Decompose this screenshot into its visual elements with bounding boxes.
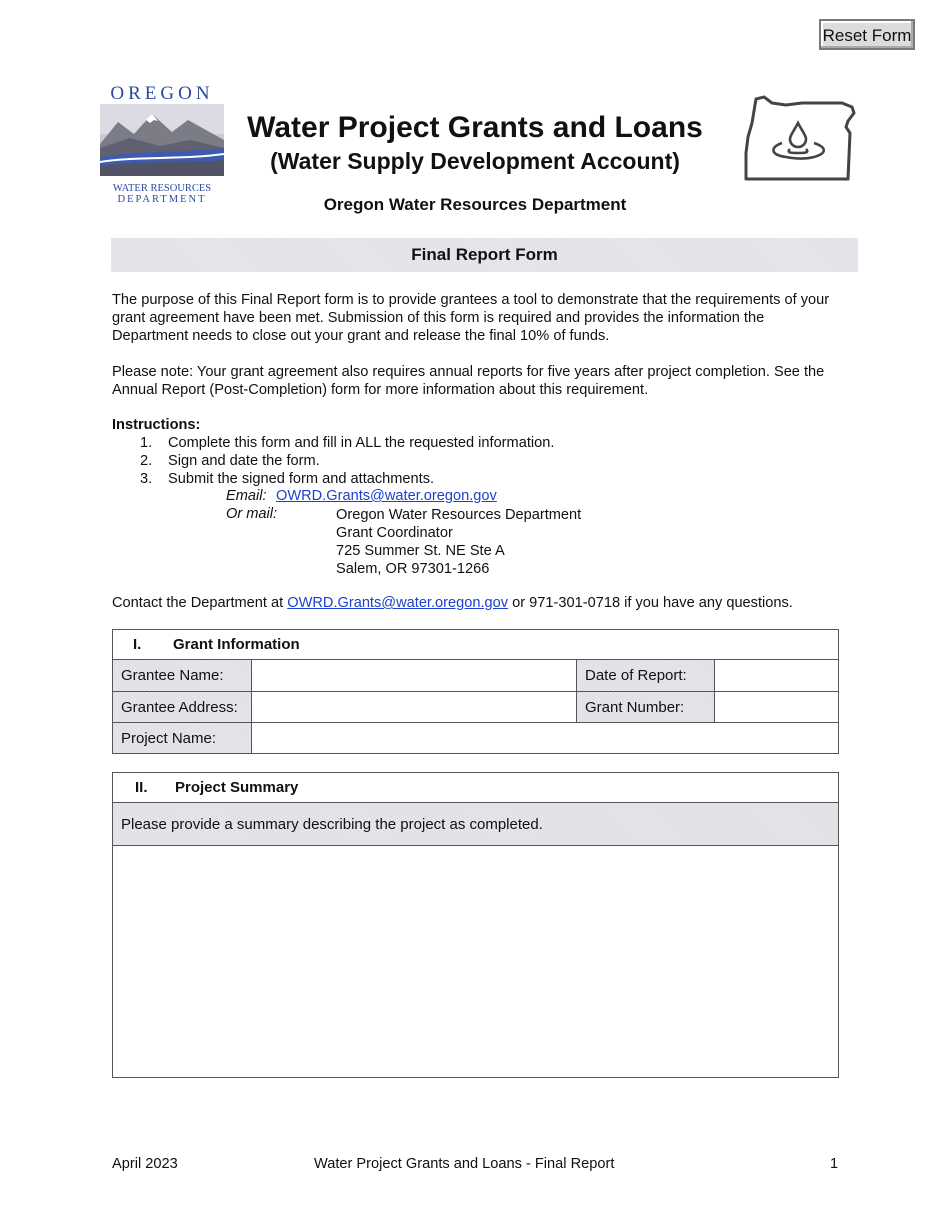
project-name-label: Project Name: [113, 723, 252, 754]
intro-paragraph-2: Please note: Your grant agreement also requires annual reports for five years after project completion. See the Annual Report (Post-Completion) form for more information about this requirement. [112, 364, 825, 398]
form-title-band: Final Report Form [111, 238, 858, 272]
intro-paragraph-1: The purpose of this Final Report form is to provide grantees a tool to demonstrate that the requirements of your grant agreement have been met. Submission of this form is required and provides the information the Department needs to close out your grant and release the final 10% of funds. [112, 292, 830, 344]
step-number: 1. [140, 435, 153, 451]
project-name-field[interactable] [252, 723, 839, 754]
project-summary-textarea[interactable] [113, 846, 839, 1078]
date-of-report-field[interactable] [715, 660, 839, 692]
email-label: Email: [226, 488, 267, 504]
step-number: 2. [140, 453, 153, 469]
logo-top-text: OREGON [110, 83, 214, 104]
section-number: II. [135, 779, 148, 796]
step-text: Sign and date the form. [168, 453, 320, 469]
mail-label: Or mail: [226, 506, 278, 522]
instruction-step [140, 452, 320, 470]
grant-number-label: Grant Number: [577, 692, 715, 723]
reset-form-button[interactable]: Reset Form [819, 19, 915, 50]
mail-address-line: Salem, OR 97301-1266 [336, 561, 490, 577]
date-of-report-label: Date of Report: [577, 660, 715, 692]
grantee-name-label: Grantee Name: [113, 660, 252, 692]
footer-title: Water Project Grants and Loans - Final Report [314, 1156, 615, 1172]
project-summary-table [112, 772, 839, 1078]
section-title: Grant Information [173, 636, 300, 653]
step-text: Complete this form and fill in ALL the requested information. [168, 435, 555, 451]
instructions-email-link[interactable]: OWRD.Grants@water.oregon.gov [276, 488, 497, 504]
contact-line [112, 595, 793, 611]
department-name: Oregon Water Resources Department [323, 195, 627, 214]
contact-suffix: or 971-301-0718 if you have any questions. [512, 595, 793, 611]
section-number: I. [133, 636, 142, 653]
contact-email-link[interactable]: OWRD.Grants@water.oregon.gov [287, 595, 509, 611]
step-text: Submit the signed form and attachments. [168, 471, 435, 487]
contact-prefix: Contact the Department at [112, 595, 284, 611]
page-subtitle: (Water Supply Development Account) [270, 148, 680, 174]
logo-bottom-text-1: WATER RESOURCES [112, 183, 212, 194]
grantee-name-field[interactable] [252, 660, 577, 692]
logo-bottom-text-2: DEPARTMENT [117, 194, 207, 205]
mail-address-line: Grant Coordinator [336, 525, 453, 541]
instruction-step [140, 434, 554, 452]
mail-address-line: 725 Summer St. NE Ste A [336, 543, 505, 559]
grant-information-table [112, 629, 839, 754]
mail-address-line: Oregon Water Resources Department [336, 507, 582, 523]
mountain-landscape-icon [100, 104, 224, 176]
instructions-title: Instructions: [112, 417, 201, 433]
instruction-step [140, 470, 434, 488]
page-title: Water Project Grants and Loans [247, 111, 703, 144]
section-2-header [113, 773, 839, 803]
page-number: 1 [830, 1156, 839, 1172]
grantee-address-field[interactable] [252, 692, 577, 723]
summary-prompt: Please provide a summary describing the project as completed. [113, 803, 839, 846]
oregon-wrd-logo [100, 83, 224, 205]
section-1-header [113, 630, 839, 660]
step-number: 3. [140, 471, 153, 487]
footer-date: April 2023 [112, 1156, 178, 1172]
oregon-water-drop-icon [742, 93, 860, 183]
section-title: Project Summary [175, 779, 299, 796]
grantee-address-label: Grantee Address: [113, 692, 252, 723]
grant-number-field[interactable] [715, 692, 839, 723]
